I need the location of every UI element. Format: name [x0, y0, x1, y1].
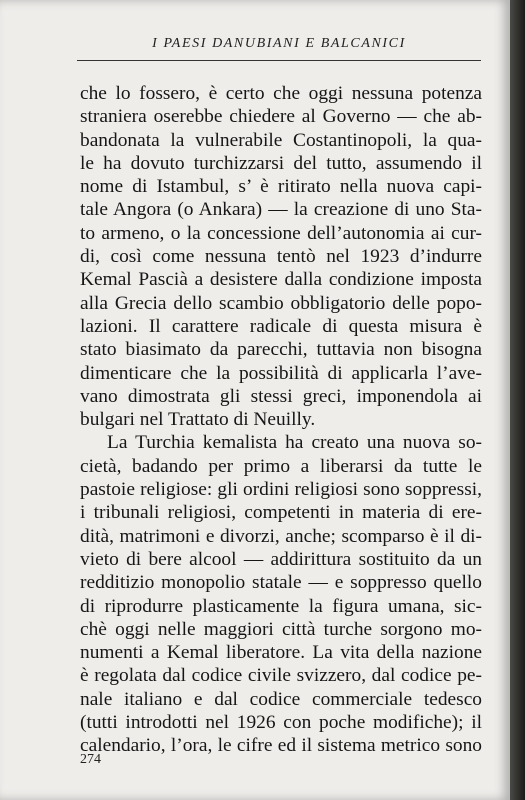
- text-line: di riprodurre plasticamente la figura umana, sic-: [80, 595, 482, 617]
- text-line: nome di Istambul, s’ è ritirato nella nuova capi-: [80, 176, 482, 198]
- header-rule: [77, 60, 481, 61]
- page-number: 274: [80, 752, 101, 767]
- text-line: nale italiano e dal codice commerciale tedesco: [80, 688, 482, 710]
- text-line: straniera oserebbe chiedere al Governo — che ab-: [80, 106, 482, 128]
- page-edge-shadow: [510, 0, 525, 800]
- text-line: stato biasimato da parecchi, tuttavia non bisogna: [80, 339, 482, 361]
- text-line: vano dimostrata gli stessi greci, imponendola ai: [80, 385, 482, 407]
- text-line: Kemal Pascià a desistere dalla condizione imposta: [80, 269, 482, 291]
- text-line: che lo fossero, è certo che oggi nessuna potenza: [80, 83, 482, 104]
- text-line: bandonata la vulnerabile Costantinopoli, la qua-: [80, 129, 482, 151]
- text-line: redditizio monopolio statale — e soppresso quello: [80, 572, 482, 594]
- text-line: cietà, badando per primo a liberarsi da tutte le: [80, 455, 482, 477]
- text-line: pastoie religiose: gli ordini religiosi sono soppressi,: [80, 479, 482, 501]
- text-line: chè oggi nelle maggiori città turche sorgono mo-: [80, 618, 482, 640]
- text-line: dità, matrimoni e divorzi, anche; scomparso è il di-: [80, 525, 482, 547]
- text-line: vieto di bere alcool — addirittura sostituito da un: [80, 548, 482, 570]
- text-line: le ha dovuto turchizzarsi del tutto, assumendo il: [80, 152, 482, 174]
- text-line: La Turchia kemalista ha creato una nuova so-: [107, 432, 482, 454]
- body-text: [80, 82, 482, 758]
- text-line: numenti a Kemal liberatore. La vita della nazione: [80, 642, 482, 664]
- text-line: lazioni. Il carattere radicale di questa misura è: [80, 315, 482, 337]
- paragraph-2: [80, 431, 482, 757]
- text-line: dimenticare che la possibilità di applicarla l’ave-: [80, 362, 482, 384]
- text-line: (tutti introdotti nel 1926 con poche modifiche); il: [80, 712, 482, 734]
- text-line: calendario, l’ora, le cifre ed il sistema metrico sono: [80, 735, 482, 757]
- text-line: to armeno, o la concessione dell’autonomia ai cur-: [80, 222, 482, 244]
- running-head: I PAESI DANUBIANI E BALCANICI: [152, 36, 406, 51]
- text-line: tale Angora (o Ankara) — la creazione di uno Sta-: [80, 199, 482, 221]
- text-line: bulgari nel Trattato di Neuilly.: [80, 409, 316, 431]
- text-line: è regolata dal codice civile svizzero, dal codice pe-: [80, 665, 482, 687]
- text-line: i tribunali religiosi, competenti in materia di ere-: [80, 502, 482, 524]
- paragraph-1: [80, 82, 482, 431]
- text-line: di, così come nessuna tentò nel 1923 d’indurre: [80, 246, 482, 268]
- text-line: alla Grecia dello scambio obbligatorio delle popo-: [80, 292, 482, 314]
